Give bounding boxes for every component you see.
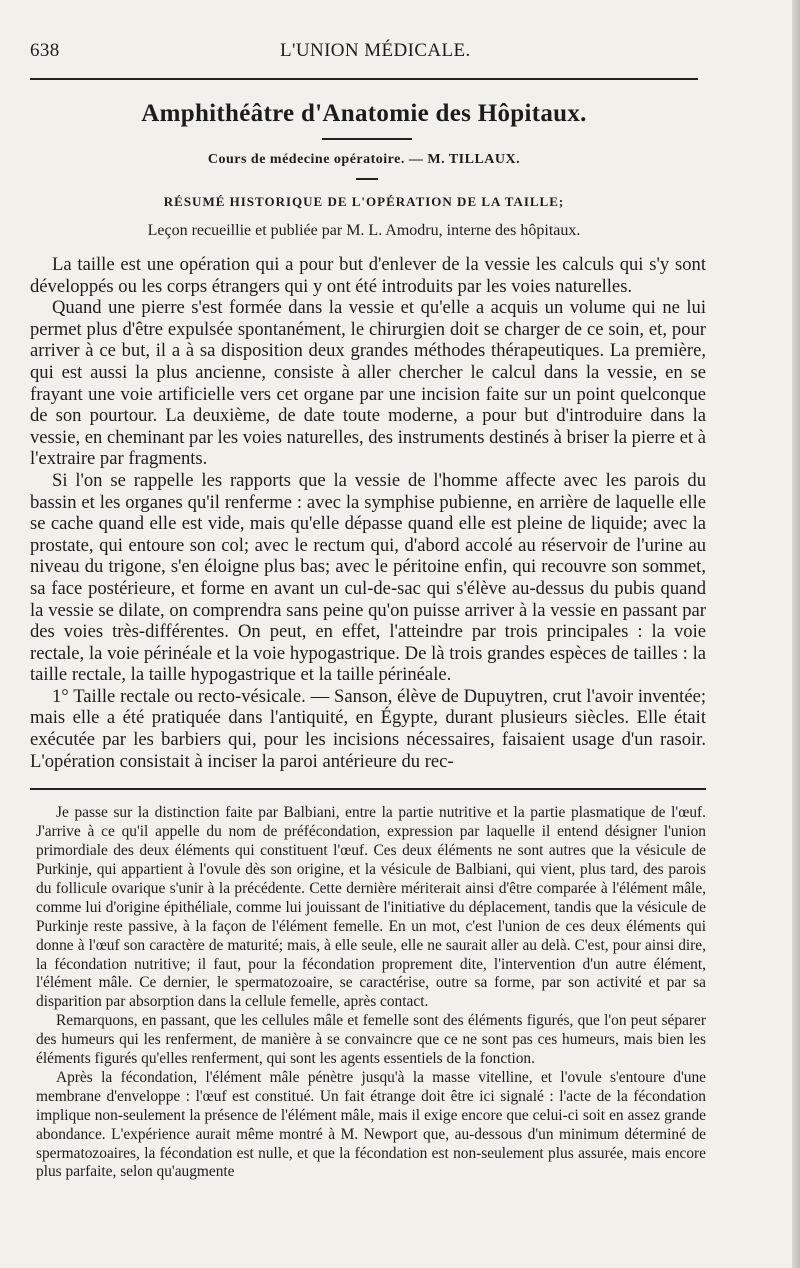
body-paragraph: 1° Taille rectale ou recto-vésicale. — Sanson, élève de Dupuytren, crut l'avoir inventée; mais elle a été pratiquée dans l'antiquité, en Égypte, durant plusieurs siècles. Elle était exécutée par les barbiers qui, pour les incisions nécessaires, faisaient usage d'un rasoir. L'opération consistait à inciser la paroi antérieure du rec-	[30, 685, 706, 772]
footnote-section	[30, 804, 706, 1182]
page-edge	[792, 0, 800, 1268]
footnote-rule	[30, 788, 706, 790]
footnote-paragraph: Après la fécondation, l'élément mâle pénètre jusqu'à la masse vitelline, et l'ovule s'entoure d'une membrane d'enveloppe : l'œuf est constitué. Un fait étrange doit être ici signalé : l'acte de la fécondation implique non-seulement la présence de l'élément mâle, mais il exige encore que celui-ci soit en assez grande abondance. L'expérience aurait même montré à M. Newport que, au-dessous d'un minimum déterminé de spermatozoaires, la fécondation est nulle, et que la fécondation est non-seulement plus assurée, mais encore plus parfaite, selon qu'augmente	[36, 1068, 706, 1181]
article-subtitle: RÉSUMÉ HISTORIQUE DE L'OPÉRATION DE LA TAILLE;	[163, 194, 565, 209]
page-header	[30, 40, 704, 70]
lesson-credit: Leçon recueillie et publiée par M. L. Amodru, interne des hôpitaux.	[147, 222, 581, 239]
footnote-paragraph: Je passe sur la distinction faite par Balbiani, entre la partie nutritive et la partie plasmatique de l'œuf. J'arrive à ce qu'il appelle du nom de préfécondation, expression par laquelle il entend désigner l'union primordiale des deux éléments qui constituent l'œuf. Ces deux éléments ne sont autres que la vésicule de Purkinje, qui appartient à l'ovule dès son origine, et la vésicule de Balbiani, qui vient, plus tard, des parois du follicule ovarique s'unir à la précédente. Cette dernière mériterait ainsi d'être comparée à l'élément mâle, comme lui d'origine épithéliale, comme lui jouissant de l'initiative du déplacement, tandis que la vésicule de Purkinje reste passive, à la façon de l'élément femelle. En un mot, c'est l'union de ces deux éléments qui donne à l'œuf son caractère de maturité; mais, à elle seule, elle ne saurait aller au delà. C'est, pour ainsi dire, la fécondation nutritive; il faut, pour la fécondation proprement dite, l'intervention d'un autre élément, l'élément mâle. Ce dernier, le spermatozoaire, se caractérise, outre sa forme, par son activité et par sa disparition par absorption dans la cellule femelle, après contact.	[36, 804, 706, 1011]
article-body	[30, 254, 706, 772]
article-title: Amphithéâtre d'Anatomie des Hôpitaux.	[141, 100, 587, 127]
body-paragraph: Si l'on se rappelle les rapports que la vessie de l'homme affecte avec les parois du bassin et les organes qu'il renferme : avec la symphise pubienne, en arrière de laquelle elle se cache quand elle est vide, mais qu'elle dépasse quand elle est pleine de liquide; avec la prostate, qui entoure son col; avec le rectum qui, d'abord accolé au réservoir de l'urine au niveau du trigone, s'en éloigne plus bas; avec le péritoine enfin, qui recouvre son sommet, sa face postérieure, et forme en avant un cul-de-sac qui s'élève au-dessus du pubis quand la vessie se dilate, on comprendra sans peine qu'on puisse arriver à la vessie en passant par des voies très-différentes. On peut, en effet, l'atteindre par trois principales : la voie rectale, la voie périnéale et la voie hypogastrique. De là trois grandes espèces de tailles : la taille rectale, la taille hypogastrique et la taille périnéale.	[30, 469, 706, 686]
title-divider	[322, 138, 412, 140]
body-paragraph: La taille est une opération qui a pour but d'enlever de la vessie les calculs qui s'y sont développés ou les corps étrangers qui y ont été introduits par les voies naturelles.	[30, 254, 706, 297]
header-rule	[30, 78, 698, 80]
body-paragraph: Quand une pierre s'est formée dans la vessie et qu'elle a acquis un volume qui ne lui permet plus d'être expulsée spontanément, le chirurgien doit se charger de ce soin, et, pour arriver à ce but, il a à sa disposition deux grandes méthodes thérapeutiques. La première, qui est aussi la plus ancienne, consiste à aller chercher le calcul dans la vessie, en se frayant une voie artificielle vers cet organe par une incision faite sur un point quelconque de son pourtour. La deuxième, de date toute moderne, a pour but d'introduire dans la vessie, en cheminant par les voies naturelles, des instruments destinés à briser la pierre et à l'extraire par fragments.	[30, 297, 706, 470]
page-number: 638	[30, 40, 60, 61]
footnote-paragraph: Remarquons, en passant, que les cellules mâle et femelle sont des éléments figurés, que l'on peut séparer des humeurs qui les renferment, de manière à se convaincre que ce ne sont pas ces humeurs, mais bien les éléments figurés qu'elles renferment, qui sont les agents essentiels de la fonction.	[36, 1012, 706, 1068]
journal-title: L'UNION MÉDICALE.	[280, 40, 471, 61]
course-line: Cours de médecine opératoire. — M. TILLAUX.	[207, 152, 521, 167]
course-divider	[356, 178, 378, 180]
